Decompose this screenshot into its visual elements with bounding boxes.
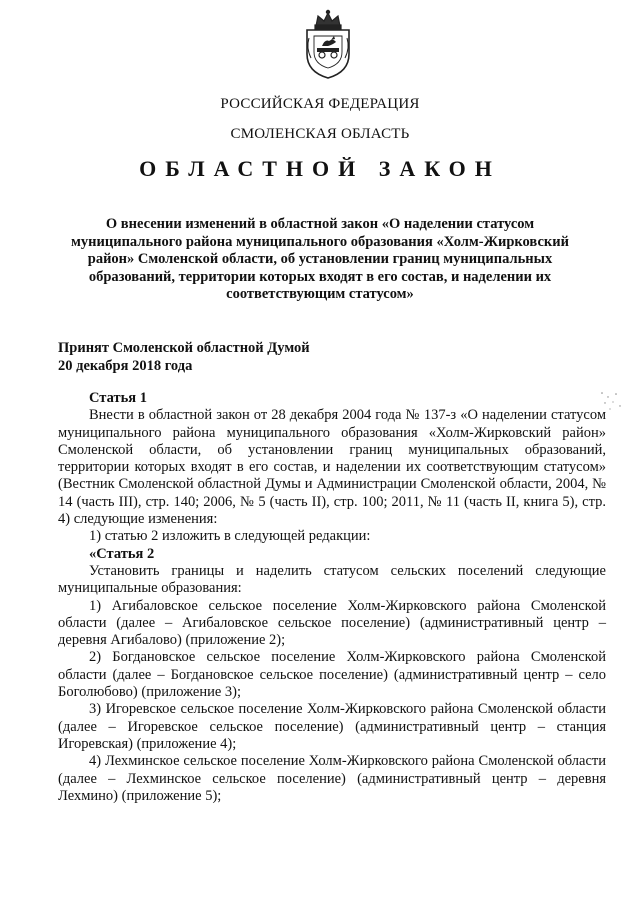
article-1-text: Внести в областной закон от 28 декабря 2004 года № 137-з «О наделении статусом муниципального района муниципального образования «Холм-Жирковский район» Смоленской области, об установлении границ муниципальных образований, территории которых входят в его состав, и наделении их соответствующим статусом» (Вестник Смоленской областной Думы и Администрации Смоленской области, 2004, № 14 (часть III), стр. 140; 2006, № 5 (часть II), стр. 100; 2011, № 11 (часть II, книга 5), стр. 4) следующие изменения: [58, 407, 606, 528]
settlement-item: 3) Игоревское сельское поселение Холм-Жирковского района Смоленской области (далее – Игоревское сельское поселение) (административный центр – станция Игоревская) (приложение 4); [58, 701, 606, 752]
adoption-line: Принят Смоленской областной Думой [58, 340, 310, 356]
law-title-line: район» Смоленской области, об установлении границ муниципальных [87, 251, 553, 267]
law-title [70, 216, 570, 304]
settlement-item: 1) Агибаловское сельское поселение Холм-Жирковского района Смоленской области (далее – Агибаловское сельское поселение) (административный центр – деревня Агибалово) (приложение 2); [58, 597, 606, 649]
law-title-line: соответствующим статусом» [226, 286, 414, 302]
article-2-heading: «Статья 2 [89, 545, 155, 562]
law-title-line: образований, территории которых входят в его состав, и наделении их [88, 268, 552, 285]
law-title-line: муниципального района муниципального образования «Холм-Жирковский [71, 233, 569, 250]
adoption-info [58, 340, 310, 375]
article-1-item-1: 1) статью 2 изложить в следующей редакции: [89, 528, 371, 545]
document-body [58, 390, 606, 805]
document-type-heading: ОБЛАСТНОЙ ЗАКОН [139, 156, 501, 181]
adoption-date: 20 декабря 2018 года [58, 357, 193, 374]
region-label: СМОЛЕНСКАЯ ОБЛАСТЬ [230, 126, 410, 142]
law-title-line: О внесении изменений в областной закон «О наделении статусом [105, 216, 535, 232]
article-1-heading: Статья 1 [89, 390, 147, 406]
settlement-item: 4) Лехминское сельское поселение Холм-Жирковского района Смоленской области (далее – Лехминское сельское поселение) (административный центр – деревня Лехмино) (приложение 5); [58, 753, 606, 804]
article-2-intro: Установить границы и наделить статусом сельских поселений следующие муниципальные образования: [58, 562, 606, 597]
smolensk-coat-of-arms-icon [298, 8, 358, 80]
settlement-item: 2) Богдановское сельское поселение Холм-Жирковского района Смоленской области (далее – Богдановское сельское поселение) (административный центр – село Боголюбово) (приложение 3); [58, 649, 606, 701]
federation-label: РОССИЙСКАЯ ФЕДЕРАЦИЯ [220, 96, 420, 112]
